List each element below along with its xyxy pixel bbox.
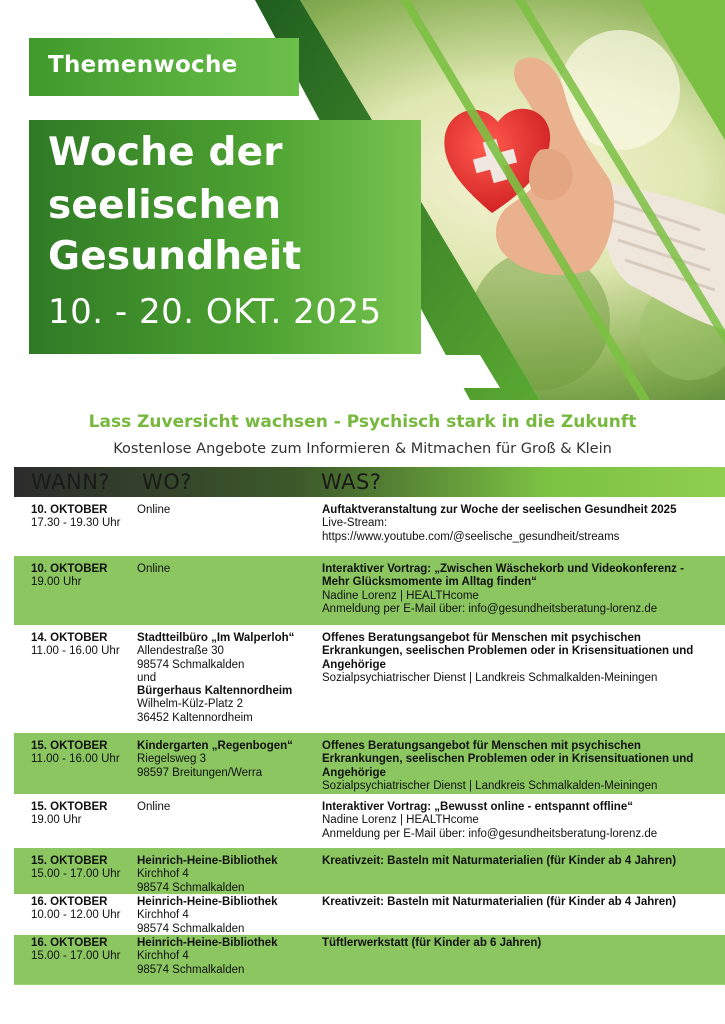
schedule-row [14,556,725,625]
event-detail: Sozialpsychiatrischer Dienst | Landkreis Schmalkalden-Meiningen [322,779,658,792]
event-title: Erkrankungen, seelischen Problemen oder in Krisensituationen und [322,753,694,766]
event-place-name: Heinrich-Heine-Bibliothek [137,896,278,908]
event-title: Mehr Glücksmomente im Alltag finden“ [322,576,537,589]
event-place-name: Bürgerhaus Kaltennordheim [137,685,293,698]
event-date: 15. OKTOBER [31,855,108,867]
schedule-row [14,733,725,794]
event-title: Erkrankungen, seelischen Problemen oder in Krisensituationen und [322,645,694,658]
event-place: Online [137,504,171,516]
event-place-city: 98574 Schmalkalden [137,922,245,935]
schedule-row [14,625,725,733]
slogan: Lass Zuversicht wachsen - Psychisch stark in die Zukunft [88,412,637,432]
event-place: Online [137,801,171,813]
event-title: Offenes Beratungsangebot für Menschen mit psychischen [322,632,641,644]
event-date: 16. OKTOBER [31,896,108,908]
event-place-street: Riegelsweg 3 [137,753,207,766]
event-email[interactable]: Anmeldung per E-Mail über: info@gesundheitsberatung-lorenz.de [322,602,658,615]
event-place-city: 98574 Schmalkalden [137,658,245,671]
event-date: 15. OKTOBER [31,801,108,813]
subline: Kostenlose Angebote zum Informieren & Mitmachen für Groß & Klein [113,441,612,457]
event-place-city: 98574 Schmalkalden [137,881,245,894]
event-place-street: Wilhelm-Külz-Platz 2 [137,698,244,711]
event-time: 10.00 - 12.00 Uhr [31,909,121,922]
event-place-city: 98597 Breitungen/Werra [137,766,263,779]
event-date: 15. OKTOBER [31,740,108,752]
event-date: 10. OKTOBER [31,563,108,575]
event-title: Kreativzeit: Basteln mit Naturmaterialien (für Kinder ab 4 Jahren) [322,896,677,908]
schedule-row [14,794,725,848]
event-place: Online [137,563,171,575]
event-time: 17.30 - 19.30 Uhr [31,517,121,530]
event-place-and: und [137,671,157,684]
event-date: 10. OKTOBER [31,504,108,516]
event-date: 16. OKTOBER [31,937,108,949]
event-title: Interaktiver Vortrag: „Bewusst online - entspannt offline“ [322,801,633,813]
event-time: 11.00 - 16.00 Uhr [31,645,120,658]
event-title: Kreativzeit: Basteln mit Naturmaterialien (für Kinder ab 4 Jahren) [322,855,677,867]
hero-banner [0,0,725,400]
column-header-where: WO? [142,470,192,494]
schedule-row [14,894,725,935]
event-detail: Nadine Lorenz | HEALTHcome [322,589,479,602]
event-detail: Sozialpsychiatrischer Dienst | Landkreis Schmalkalden-Meiningen [322,671,658,684]
event-date-range: 10. - 20. OKT. 2025 [48,292,382,332]
event-title: Interaktiver Vortrag: „Zwischen Wäschekorb und Videokonferenz - [322,563,684,575]
title-line-3: Gesundheit [48,234,302,279]
column-header-when: WANN? [31,470,111,494]
title-line-1: Woche der [48,130,283,175]
event-title: Angehörige [322,766,386,779]
column-header-what: WAS? [321,470,382,494]
title-line-2: seelischen [48,183,282,228]
event-detail: Live-Stream: [322,517,388,530]
event-detail: Nadine Lorenz | HEALTHcome [322,814,479,827]
event-time: 15.00 - 17.00 Uhr [31,868,121,881]
schedule-row [14,848,725,894]
event-email[interactable]: Anmeldung per E-Mail über: info@gesundheitsberatung-lorenz.de [322,827,658,840]
event-title: Angehörige [322,658,386,671]
event-place-city: 98574 Schmalkalden [137,963,245,976]
event-date: 14. OKTOBER [31,632,108,644]
event-time: 11.00 - 16.00 Uhr [31,753,120,766]
schedule-row [14,497,725,556]
event-place-name: Heinrich-Heine-Bibliothek [137,855,278,867]
event-link[interactable]: https://www.youtube.com/@seelische_gesundheit/streams [322,530,620,543]
event-place-street: Kirchhof 4 [137,868,189,881]
theme-week-label: Themenwoche [48,52,238,78]
event-time: 19.00 Uhr [31,576,82,589]
event-place-name: Stadtteilbüro „Im Walperloh“ [137,632,295,644]
event-title: Tüftlerwerkstatt (für Kinder ab 6 Jahren) [322,937,542,949]
table-bottom-rule [14,984,725,985]
event-title: Offenes Beratungsangebot für Menschen mit psychischen [322,740,641,752]
event-title: Auftaktveranstaltung zur Woche der seelischen Gesundheit 2025 [322,504,677,516]
event-time: 19.00 Uhr [31,814,82,827]
event-place-street: Kirchhof 4 [137,909,189,922]
event-place-name: Kindergarten „Regenbogen“ [137,740,293,752]
event-time: 15.00 - 17.00 Uhr [31,950,121,963]
event-place-city: 36452 Kaltennordheim [137,711,253,724]
event-place-name: Heinrich-Heine-Bibliothek [137,937,278,949]
event-place-street: Kirchhof 4 [137,950,189,963]
schedule-row [14,935,725,984]
event-place-street: Allendestraße 30 [137,645,224,658]
